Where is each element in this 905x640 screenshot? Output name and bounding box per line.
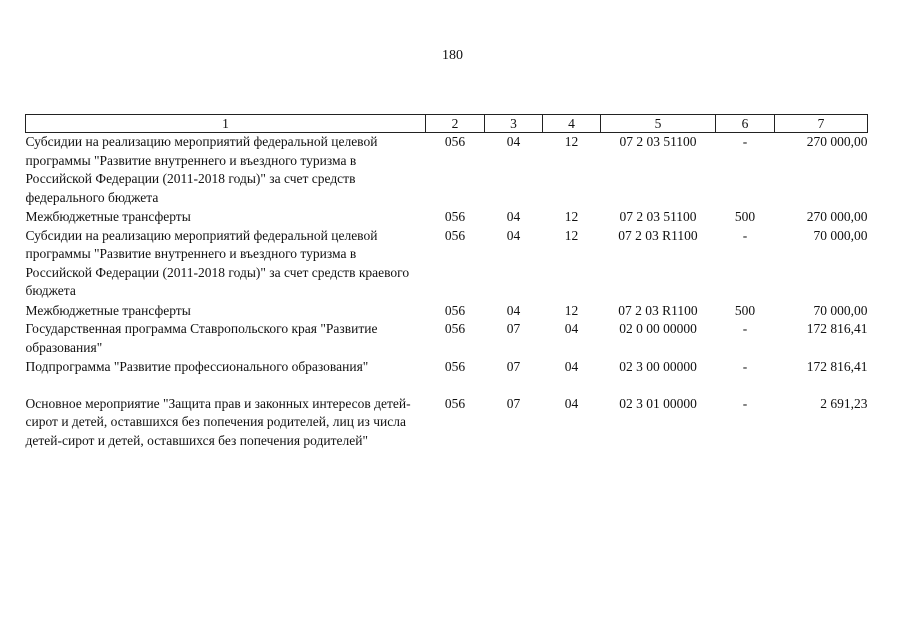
row-target-article: 07 2 03 51100 bbox=[619, 134, 697, 149]
row-section-code: 07 bbox=[506, 359, 521, 374]
column-header-4: 4 bbox=[543, 115, 601, 133]
table-row bbox=[26, 320, 868, 358]
row-target-article: 02 0 00 00000 bbox=[619, 321, 697, 336]
budget-table bbox=[25, 114, 868, 450]
row-subsection-code: 04 bbox=[564, 359, 579, 374]
row-ministry-code: 056 bbox=[444, 302, 466, 318]
row-name: Субсидии на реализацию мероприятий федеральной целевой программы "Развитие внутреннего и въездного туризма в Российской Федерации (2011-2018 годы)" за счет средств федерального бюджета bbox=[25, 134, 378, 205]
row-amount: 70 000,00 bbox=[813, 227, 868, 243]
row-expense-type: - bbox=[742, 134, 748, 149]
row-subsection-code: 04 bbox=[564, 395, 579, 411]
row-amount: 70 000,00 bbox=[813, 302, 868, 318]
row-subsection-code: 04 bbox=[564, 321, 579, 336]
row-ministry-code: 056 bbox=[444, 134, 466, 149]
row-name: Подпрограмма "Развитие профессионального образования" bbox=[25, 359, 369, 374]
table-header-row bbox=[26, 115, 868, 133]
row-section-code: 07 bbox=[506, 395, 521, 411]
row-ministry-code: 056 bbox=[444, 359, 466, 374]
row-subsection-code: 12 bbox=[564, 134, 579, 149]
row-name: Межбюджетные трансферты bbox=[25, 302, 191, 318]
row-section-code: 04 bbox=[506, 302, 521, 318]
row-ministry-code: 056 bbox=[444, 227, 466, 243]
row-amount: 270 000,00 bbox=[806, 209, 868, 224]
column-header-7: 7 bbox=[775, 115, 868, 133]
row-section-code: 04 bbox=[506, 209, 521, 224]
row-target-article: 07 2 03 51100 bbox=[619, 209, 697, 224]
row-name: Государственная программа Ставропольского края "Развитие образования" bbox=[25, 321, 378, 355]
row-expense-type: - bbox=[742, 395, 748, 411]
row-expense-type: 500 bbox=[734, 302, 756, 318]
row-subsection-code: 12 bbox=[564, 227, 579, 243]
table-row bbox=[26, 208, 868, 227]
row-name: Межбюджетные трансферты bbox=[25, 209, 191, 224]
column-header-2: 2 bbox=[426, 115, 485, 133]
row-name: Субсидии на реализацию мероприятий федеральной целевой программы "Развитие внутреннего и въездного туризма в Российской Федерации (2011-2018 годы)" за счет средств краевого бюджета bbox=[25, 227, 410, 298]
row-target-article: 07 2 03 R1100 bbox=[618, 302, 698, 318]
row-amount: 2 691,23 bbox=[820, 395, 868, 411]
row-ministry-code: 056 bbox=[444, 395, 466, 411]
row-target-article: 07 2 03 R1100 bbox=[618, 227, 698, 243]
table-row bbox=[26, 358, 868, 395]
row-name: Основное мероприятие "Защита прав и законных интересов детей-сирот и детей, оставшихся без попечения родителей, лиц из числа детей-сирот и детей, оставшихся без попечения родителей" bbox=[25, 395, 411, 448]
table-row bbox=[26, 133, 868, 209]
column-header-3: 3 bbox=[485, 115, 543, 133]
row-amount: 270 000,00 bbox=[806, 134, 868, 149]
column-header-5: 5 bbox=[601, 115, 716, 133]
row-ministry-code: 056 bbox=[444, 321, 466, 336]
row-subsection-code: 12 bbox=[564, 209, 579, 224]
row-target-article: 02 3 00 00000 bbox=[619, 359, 697, 374]
row-expense-type: 500 bbox=[734, 209, 756, 224]
column-header-1: 1 bbox=[26, 115, 426, 133]
table-row bbox=[26, 227, 868, 302]
row-subsection-code: 12 bbox=[564, 302, 579, 318]
row-ministry-code: 056 bbox=[444, 209, 466, 224]
page-number: 180 bbox=[442, 48, 463, 63]
column-header-6: 6 bbox=[716, 115, 775, 133]
table-row bbox=[26, 395, 868, 451]
row-expense-type: - bbox=[742, 227, 748, 243]
row-amount: 172 816,41 bbox=[806, 359, 868, 374]
row-section-code: 04 bbox=[506, 227, 521, 243]
row-target-article: 02 3 01 00000 bbox=[619, 395, 697, 411]
row-section-code: 07 bbox=[506, 321, 521, 336]
row-expense-type: - bbox=[742, 321, 748, 336]
row-section-code: 04 bbox=[506, 134, 521, 149]
table-row bbox=[26, 302, 868, 321]
row-expense-type: - bbox=[742, 359, 748, 374]
row-amount: 172 816,41 bbox=[806, 321, 868, 336]
